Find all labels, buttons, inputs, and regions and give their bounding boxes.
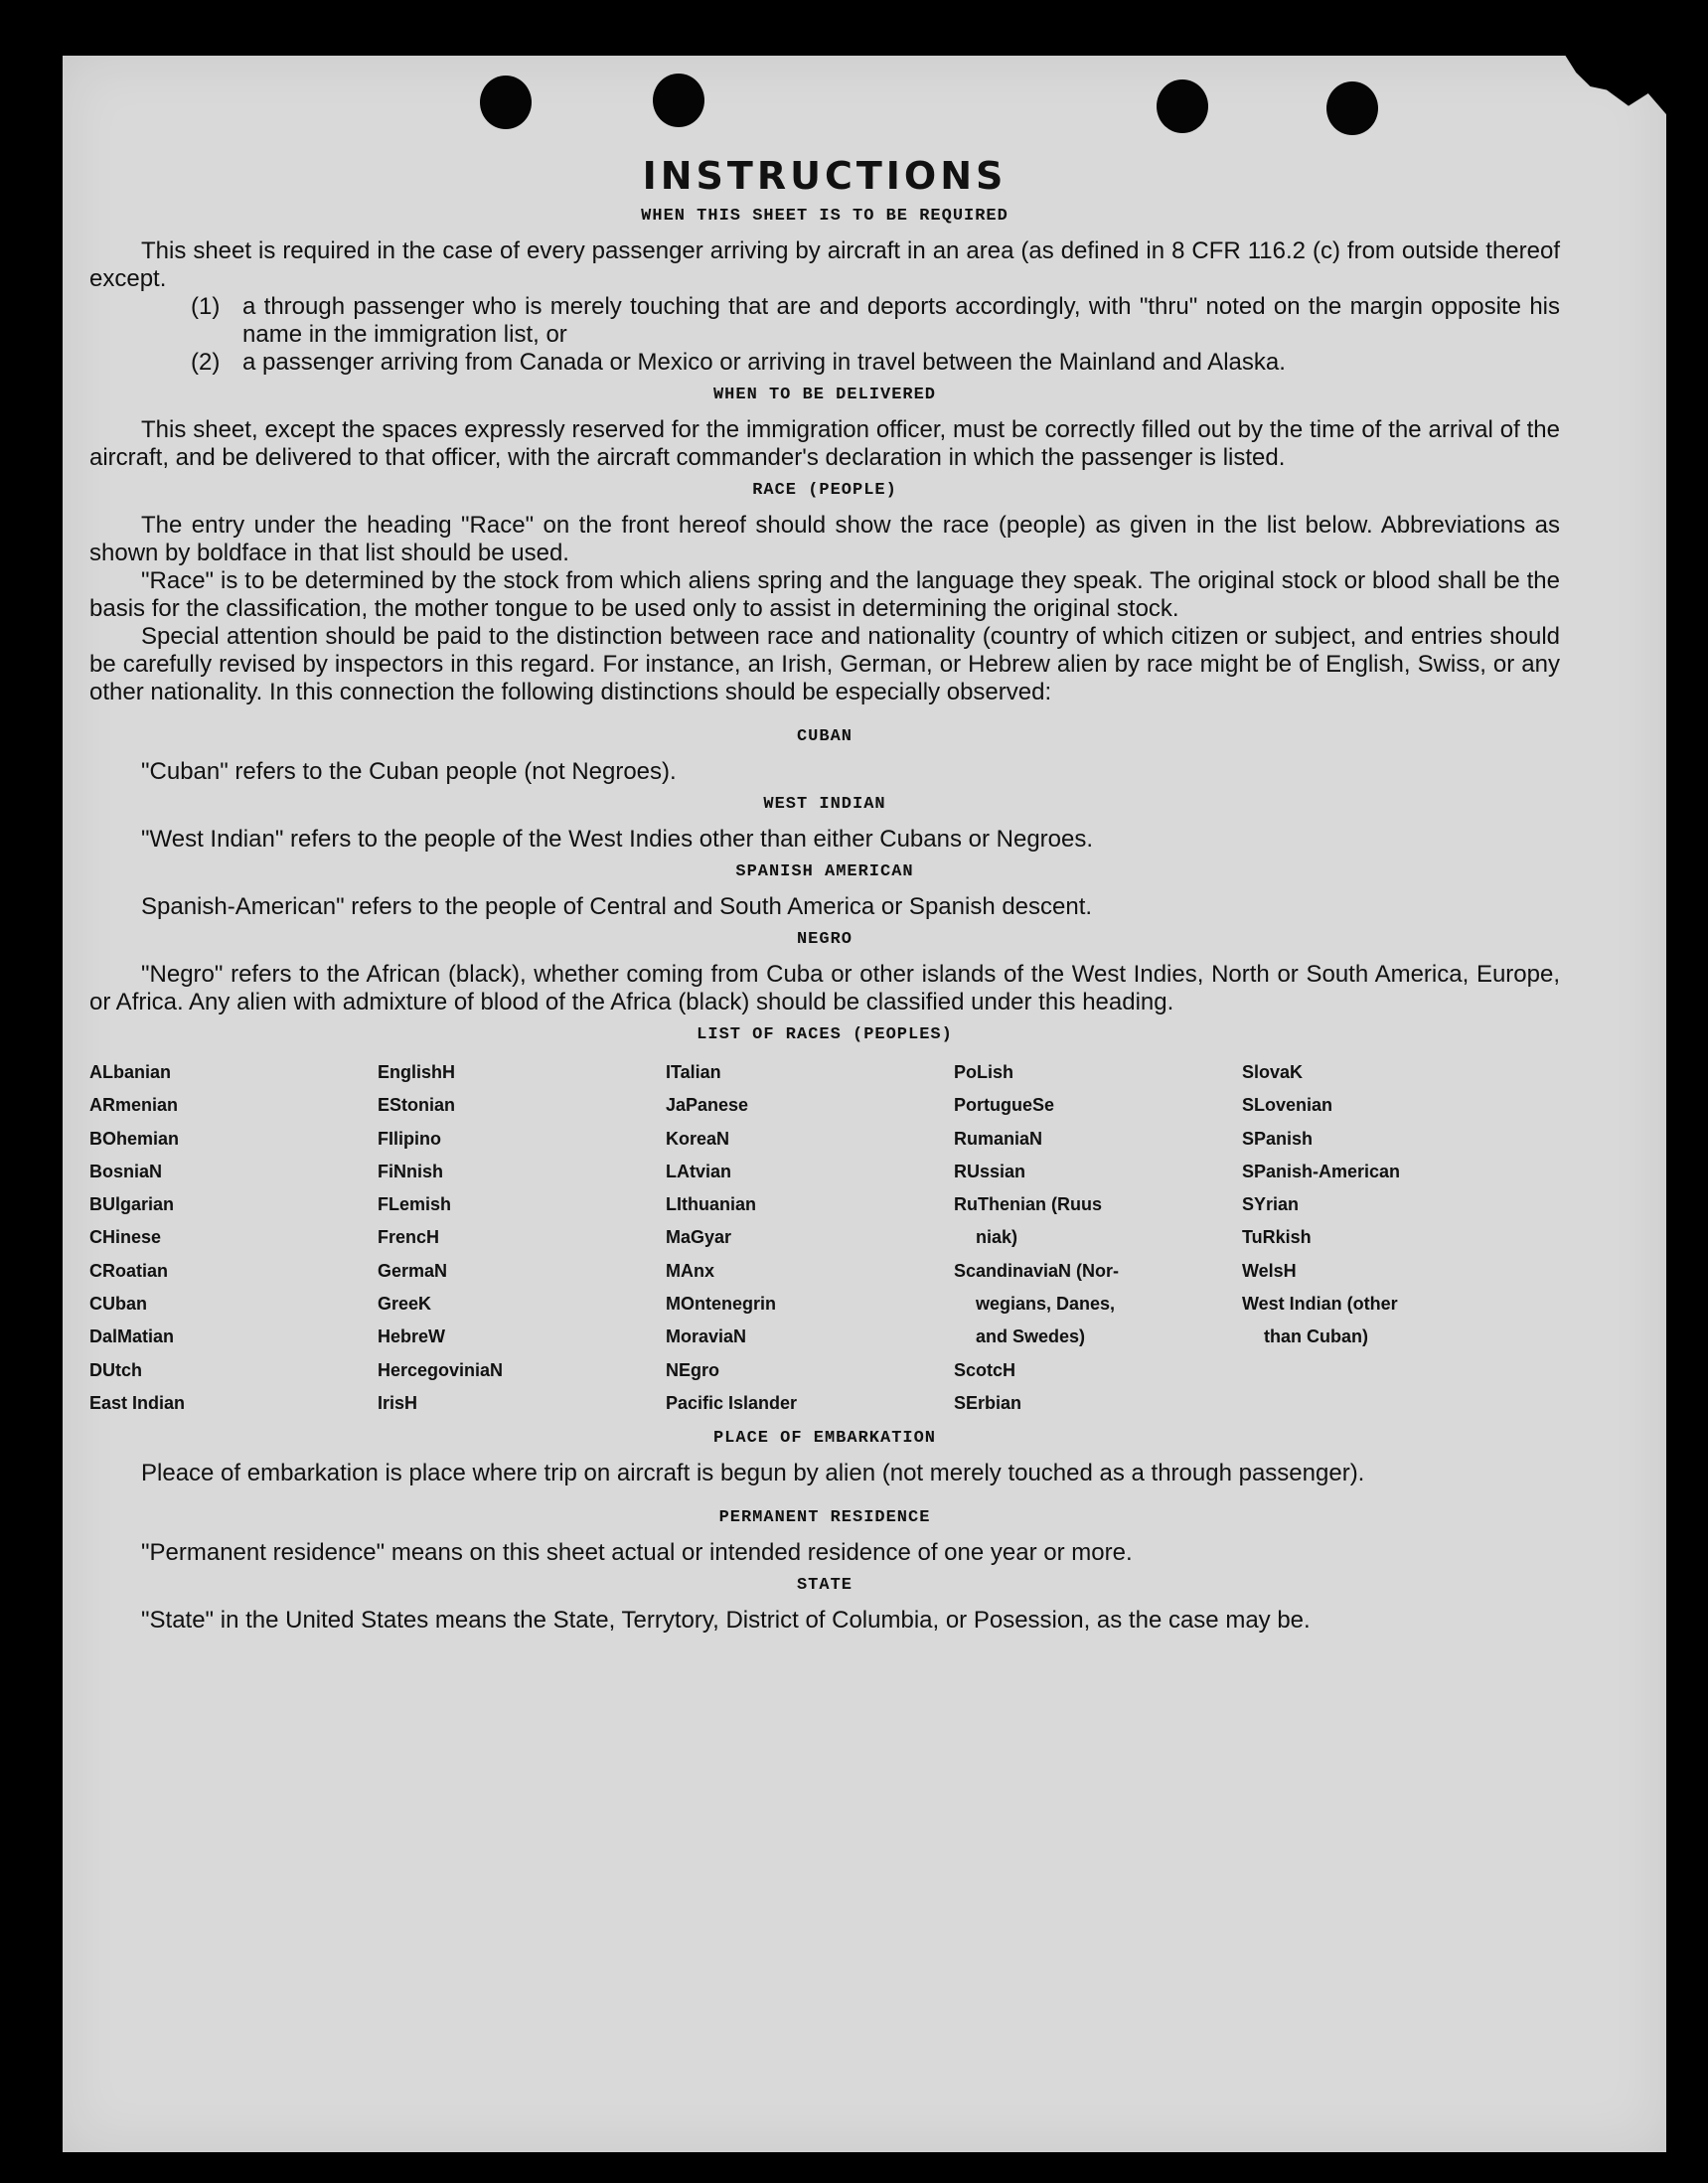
section-heading-race: RACE (PEOPLE) bbox=[752, 481, 897, 500]
cuban-text: "Cuban" refers to the Cuban people (not Negroes). bbox=[141, 758, 677, 785]
race-entry: CUban bbox=[89, 1294, 147, 1315]
section-heading-negro: NEGRO bbox=[796, 930, 853, 949]
race-entry: wegians, Danes, bbox=[976, 1294, 1116, 1315]
punch-hole bbox=[1157, 79, 1208, 133]
race-entry: Pacific Islander bbox=[666, 1392, 798, 1413]
race-entry: than Cuban) bbox=[1264, 1326, 1368, 1347]
race-entry: FrencH bbox=[378, 1227, 440, 1248]
races-column bbox=[954, 1056, 1242, 1420]
race-entry: SErbian bbox=[954, 1392, 1022, 1413]
punch-hole bbox=[480, 76, 532, 129]
races-list bbox=[89, 1056, 1560, 1420]
race-paragraph-1: The entry under the heading "Race" on the front hereof should show the race (people) as given in the list below. Abbreviations as shown by boldface in that list should be used. bbox=[89, 512, 1560, 566]
race-entry: East Indian bbox=[89, 1392, 186, 1413]
section-heading-required: WHEN THIS SHEET IS TO BE REQUIRED bbox=[641, 207, 1009, 226]
list-item bbox=[191, 293, 1560, 349]
race-entry: CRoatian bbox=[89, 1260, 169, 1281]
race-entry: FiNnish bbox=[378, 1161, 443, 1181]
west-indian-text: "West Indian" refers to the people of the West Indies other than either Cubans or Negroes. bbox=[141, 826, 1094, 853]
state-text: "State" in the United States means the State, Terrytory, District of Columbia, or Posession, as the case may be. bbox=[141, 1607, 1311, 1635]
race-entry: MaGyar bbox=[666, 1227, 732, 1248]
race-entry: FIlipino bbox=[378, 1128, 441, 1149]
race-entry: LAtvian bbox=[666, 1161, 732, 1181]
race-entry: CHinese bbox=[89, 1227, 162, 1248]
race-entry: SPanish bbox=[1242, 1128, 1314, 1149]
race-entry: MoraviaN bbox=[666, 1326, 747, 1347]
race-entry: RuThenian (Ruus bbox=[954, 1194, 1102, 1215]
race-entry: ALbanian bbox=[89, 1062, 172, 1082]
race-entry: SPanish-American bbox=[1242, 1161, 1401, 1181]
races-column bbox=[1242, 1056, 1540, 1420]
races-column bbox=[378, 1056, 666, 1420]
section-heading-delivered: WHEN TO BE DELIVERED bbox=[712, 386, 937, 404]
punch-hole bbox=[653, 74, 704, 127]
race-entry: ScandinaviaN (Nor- bbox=[954, 1260, 1120, 1281]
race-entry: FLemish bbox=[378, 1194, 452, 1215]
race-entry: EStonian bbox=[378, 1095, 456, 1116]
race-entry: KoreaN bbox=[666, 1128, 730, 1149]
race-entry: DUtch bbox=[89, 1359, 142, 1380]
section-heading-spanish-american: SPANISH AMERICAN bbox=[735, 862, 914, 881]
list-item-text: a passenger arriving from Canada or Mexico or arriving in travel between the Mainland and Alaska. bbox=[242, 349, 1286, 376]
race-entry: PortugueSe bbox=[954, 1095, 1055, 1116]
race-entry: IrisH bbox=[378, 1392, 418, 1413]
list-item-number: (2) bbox=[191, 349, 221, 376]
list-item-number: (1) bbox=[191, 293, 221, 320]
race-entry: NEgro bbox=[666, 1359, 719, 1380]
race-entry: RUssian bbox=[954, 1161, 1026, 1181]
race-entry: HebreW bbox=[378, 1326, 446, 1347]
instructions-content bbox=[89, 154, 1560, 1635]
race-paragraph-2: "Race" is to be determined by the stock from which aliens spring and the language they speak. The original stock or blood shall be the basis for the classification, the mother tongue to be used only to assist in determining the original stock. bbox=[89, 567, 1560, 622]
race-entry: BosniaN bbox=[89, 1161, 163, 1181]
page-title: INSTRUCTIONS bbox=[642, 154, 1008, 198]
race-entry: West Indian (other bbox=[1242, 1294, 1398, 1315]
list-item-text: a through passenger who is merely touching that are and deports accordingly, with "thru" noted on the margin opposite his name in the immigration list, or bbox=[242, 293, 1560, 348]
race-entry: DalMatian bbox=[89, 1326, 175, 1347]
race-entry: WelsH bbox=[1242, 1260, 1297, 1281]
race-entry: MAnx bbox=[666, 1260, 714, 1281]
required-intro: This sheet is required in the case of every passenger arriving by aircraft in an area (as defined in 8 CFR 116.2 (c) from outside thereof except. bbox=[89, 237, 1560, 292]
race-entry: BUlgarian bbox=[89, 1194, 175, 1215]
race-entry: SYrian bbox=[1242, 1194, 1300, 1215]
section-heading-cuban: CUBAN bbox=[796, 727, 853, 746]
race-entry: ITalian bbox=[666, 1062, 721, 1082]
race-entry: GreeK bbox=[378, 1294, 432, 1315]
negro-text: "Negro" refers to the African (black), whether coming from Cuba or other islands of the West Indies, North or South America, Europe, or Africa. Any alien with admixture of blood of the Africa (black) should be classified under this heading. bbox=[89, 961, 1560, 1015]
race-entry: SlovaK bbox=[1242, 1062, 1304, 1082]
race-entry: PoLish bbox=[954, 1062, 1014, 1082]
race-entry: RumaniaN bbox=[954, 1128, 1043, 1149]
section-heading-embarkation: PLACE OF EMBARKATION bbox=[712, 1429, 937, 1449]
spanish-american-text: Spanish-American" refers to the people of Central and South America or Spanish descent. bbox=[141, 893, 1093, 920]
race-paragraph-3: Special attention should be paid to the distinction between race and nationality (country of which citizen or subject, and entries should be carefully revised by inspectors in this regard. For instance, an Irish, German, or Hebrew alien by race might be of English, Swiss, or any other nationality. In this connection the following distinctions should be especially observed: bbox=[89, 623, 1560, 705]
race-entry: MOntenegrin bbox=[666, 1294, 776, 1315]
section-heading-west-indian: WEST INDIAN bbox=[763, 795, 886, 814]
races-column bbox=[666, 1056, 954, 1420]
race-entry: LIthuanian bbox=[666, 1194, 756, 1215]
delivered-text: This sheet, except the spaces expressly reserved for the immigration officer, must be correctly filled out by the time of the arrival of the aircraft, and be delivered to that officer, with the aircraft commander's declaration in which the passenger is listed. bbox=[89, 416, 1560, 471]
race-entry: GermaN bbox=[378, 1260, 448, 1281]
torn-corner bbox=[1563, 52, 1672, 121]
list-item bbox=[191, 349, 1560, 377]
race-entry: EnglishH bbox=[378, 1062, 456, 1082]
races-column bbox=[89, 1056, 378, 1420]
race-entry: BOhemian bbox=[89, 1128, 180, 1149]
residence-text: "Permanent residence" means on this sheet actual or intended residence of one year or more. bbox=[141, 1539, 1133, 1567]
section-heading-state: STATE bbox=[796, 1576, 853, 1596]
punch-hole bbox=[1326, 81, 1378, 135]
race-entry: SLovenian bbox=[1242, 1095, 1333, 1116]
embarkation-text: Pleace of embarkation is place where trip on aircraft is begun by alien (not merely touched as a through passenger). bbox=[141, 1460, 1365, 1487]
race-entry: and Swedes) bbox=[976, 1326, 1086, 1347]
race-entry: JaPanese bbox=[666, 1095, 749, 1116]
race-entry: niak) bbox=[976, 1227, 1018, 1248]
race-entry: ScotcH bbox=[954, 1359, 1016, 1380]
race-entry: ARmenian bbox=[89, 1095, 179, 1116]
section-heading-list-of-races: LIST OF RACES (PEOPLES) bbox=[697, 1025, 953, 1044]
section-heading-residence: PERMANENT RESIDENCE bbox=[718, 1508, 931, 1528]
race-entry: TuRkish bbox=[1242, 1227, 1312, 1248]
race-entry: HercegoviniaN bbox=[378, 1359, 504, 1380]
